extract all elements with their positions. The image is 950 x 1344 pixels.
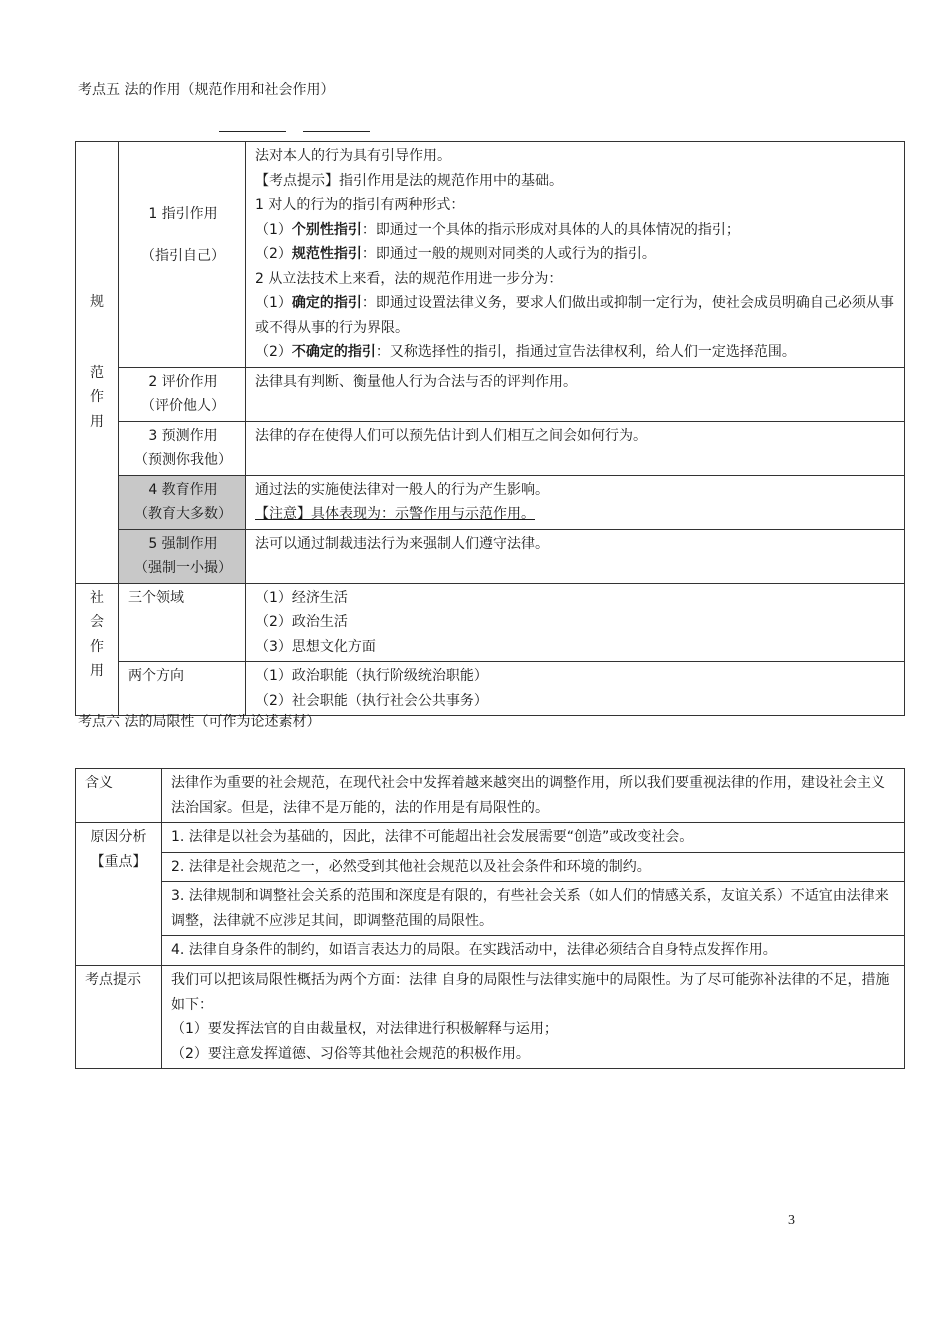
- law-functions-table: [75, 141, 905, 716]
- evaluate-function-content: 法律具有判断、衡量他人行为合法与否的评判作用。: [246, 367, 905, 421]
- enforce-function-content: 法可以通过制裁违法行为来强制人们遵守法律。: [246, 529, 905, 583]
- educate-function-name: 4 教育作用 （教育大多数）: [119, 475, 246, 529]
- law-limitations-table: [75, 768, 905, 1069]
- section-6-title: 考点六 法的局限性（可作为论述素材）: [78, 714, 321, 730]
- normative-function-label: 规 范 作 用: [76, 142, 119, 584]
- predict-function-name: 3 预测作用 （预测你我他）: [119, 421, 246, 475]
- social-function-label: 社 会 作 用: [76, 583, 119, 716]
- guide-function-content: 法对本人的行为具有引导作用。 【考点提示】指引作用是法的规范作用中的基础。 1 对人的行为的指引有两种形式： （1）个别性指引：即通过一个具体的指示形成对具体的人的具体情况的指引； （2）规范性指引：即通过一般的规则对同类的人或行为的指引。 2 从立法技术上来看，法的规范作用进一步分为： （1）确定的指引：即通过设置法律义务，要求人们做出或抑制一定行为，使社会成员明确自己必须从事或不得从事的行为界限。 （2）不确定的指引：又称选择性的指引，指通过宣告法律权利，给人们一定选择范围。: [246, 142, 905, 368]
- cause-analysis-label: 原因分析 【重点】: [76, 823, 162, 966]
- educate-notice: 【注意】具体表现为：示警作用与示范作用。: [255, 506, 535, 522]
- enforce-function-name: 5 强制作用 （强制一小撮）: [119, 529, 246, 583]
- social-directions-content: （1）政治职能（执行阶级统治职能） （2）社会职能（执行社会公共事务）: [246, 662, 905, 716]
- page-number: 3: [788, 1213, 795, 1228]
- social-directions-name: 两个方向: [119, 662, 246, 716]
- tip-content: 我们可以把该局限性概括为两个方面：法律 自身的局限性与法律实施中的局限性。为了尽可能弥补法律的不足，措施如下： （1）要发挥法官的自由裁量权，对法律进行积极解释与运用； （2）要注意发挥道德、习俗等其他社会规范的积极作用。: [162, 966, 905, 1069]
- tip-label: 考点提示: [76, 966, 162, 1069]
- social-domains-name: 三个领域: [119, 583, 246, 662]
- social-domains-content: （1）经济生活 （2）政治生活 （3）思想文化方面: [246, 583, 905, 662]
- educate-function-content: 通过法的实施使法律对一般人的行为产生影响。 【注意】具体表现为：示警作用与示范作用。: [246, 475, 905, 529]
- cause-item: 3. 法律规制和调整社会关系的范围和深度是有限的，有些社会关系（如人们的情感关系，友谊关系）不适宜由法律来调整，法律就不应涉足其间，即调整范围的局限性。: [162, 882, 905, 936]
- meaning-label: 含义: [76, 769, 162, 823]
- evaluate-function-name: 2 评价作用 （评价他人）: [119, 367, 246, 421]
- cause-item: 1. 法律是以社会为基础的，因此，法律不可能超出社会发展需要“创造”或改变社会。: [162, 823, 905, 853]
- guide-function-name: 1 指引作用 （指引自己）: [119, 142, 246, 368]
- underline-mark-right: [303, 131, 370, 132]
- predict-function-content: 法律的存在使得人们可以预先估计到人们相互之间会如何行为。: [246, 421, 905, 475]
- cause-item: 4. 法律自身条件的制约，如语言表达力的局限。在实践活动中，法律必须结合自身特点发挥作用。: [162, 936, 905, 966]
- underline-mark-left: [219, 131, 286, 132]
- meaning-content: 法律作为重要的社会规范，在现代社会中发挥着越来越突出的调整作用，所以我们要重视法律的作用，建设社会主义法治国家。但是，法律不是万能的，法的作用是有局限性的。: [162, 769, 905, 823]
- cause-item: 2. 法律是社会规范之一，必然受到其他社会规范以及社会条件和环境的制约。: [162, 852, 905, 882]
- section-5-title: 考点五 法的作用（规范作用和社会作用）: [78, 82, 335, 98]
